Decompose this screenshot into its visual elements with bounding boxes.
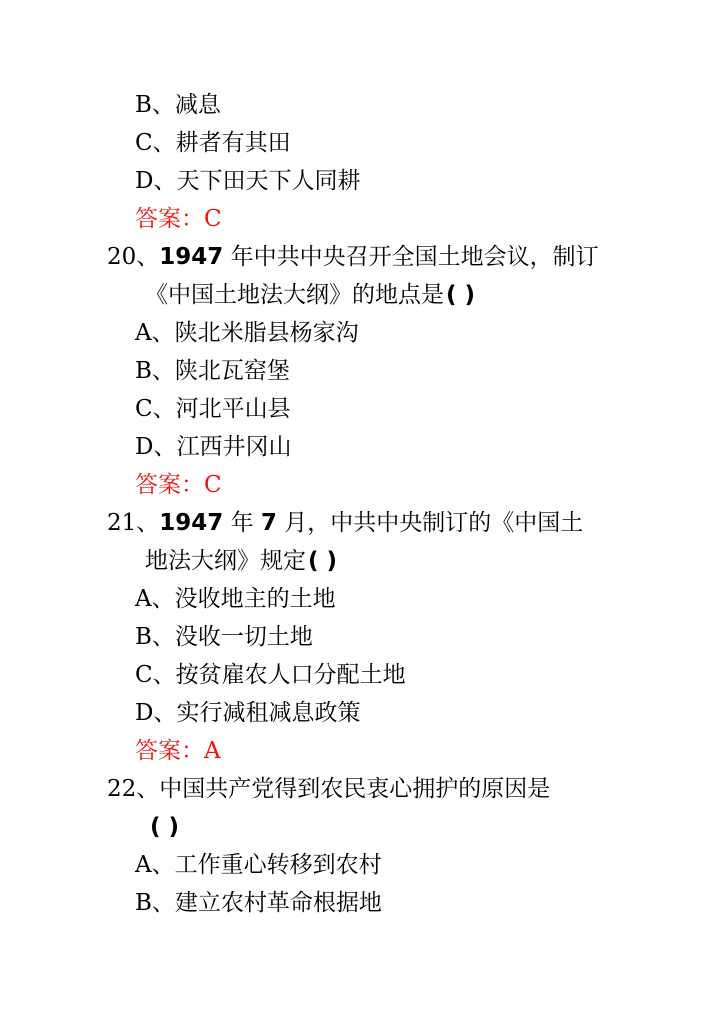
q21-number: 21、 <box>107 510 160 536</box>
q20-stem-line2 <box>145 280 475 310</box>
q20-answer: 答案：C <box>135 472 222 498</box>
q22-option-a: A、工作重心转移到农村 <box>135 852 382 878</box>
q21-stem-line1 <box>107 508 583 538</box>
q20-option-c: C、河北平山县 <box>135 396 291 422</box>
q20-stem-part1: 年中共中央召开全国土地会议，制订 <box>223 244 599 270</box>
q20-year: 1947 <box>159 244 224 270</box>
q20-stem-part2: 《中国土地法大纲》的地点是 <box>145 282 444 308</box>
q21-stem-line2 <box>145 546 337 576</box>
q19-option-c: C、耕者有其田 <box>135 130 291 156</box>
q20-option-b: B、陕北瓦窑堡 <box>135 358 290 384</box>
q20-number: 20、 <box>107 244 160 270</box>
q21-answer: 答案：A <box>135 738 221 764</box>
q22-stem-part1: 中国共产党得到农民衷心拥护的原因是 <box>159 776 551 802</box>
q19-answer: 答案：C <box>135 206 222 232</box>
q20-answer-blank: ( ) <box>446 282 476 308</box>
q22-stem-line2 <box>148 812 179 842</box>
q21-text-year-suffix: 年 <box>223 510 261 536</box>
q21-option-d: D、实行减租减息政策 <box>135 700 361 726</box>
q22-option-b: B、建立农村革命根据地 <box>135 890 382 916</box>
q22-answer-blank: ( ) <box>150 814 180 840</box>
q22-number: 22、 <box>107 776 160 802</box>
q21-option-a: A、没收地主的土地 <box>135 586 336 612</box>
q21-answer-blank: ( ) <box>308 548 338 574</box>
q19-option-d: D、天下田天下人同耕 <box>135 168 361 194</box>
q21-month: 7 <box>260 510 277 536</box>
q20-option-d: D、江西井冈山 <box>135 434 292 460</box>
q22-stem-line1 <box>107 774 550 804</box>
q21-stem-part1: 月，中共中央制订的《中国土 <box>276 510 584 536</box>
q21-option-c: C、按贫雇农人口分配土地 <box>135 662 406 688</box>
q21-stem-part2: 地法大纲》规定 <box>145 548 306 574</box>
q20-option-a: A、陕北米脂县杨家沟 <box>135 320 359 346</box>
q19-option-b: B、减息 <box>135 92 221 118</box>
q21-year: 1947 <box>159 510 224 536</box>
q21-option-b: B、没收一切土地 <box>135 624 313 650</box>
q20-stem-line1 <box>107 242 599 272</box>
